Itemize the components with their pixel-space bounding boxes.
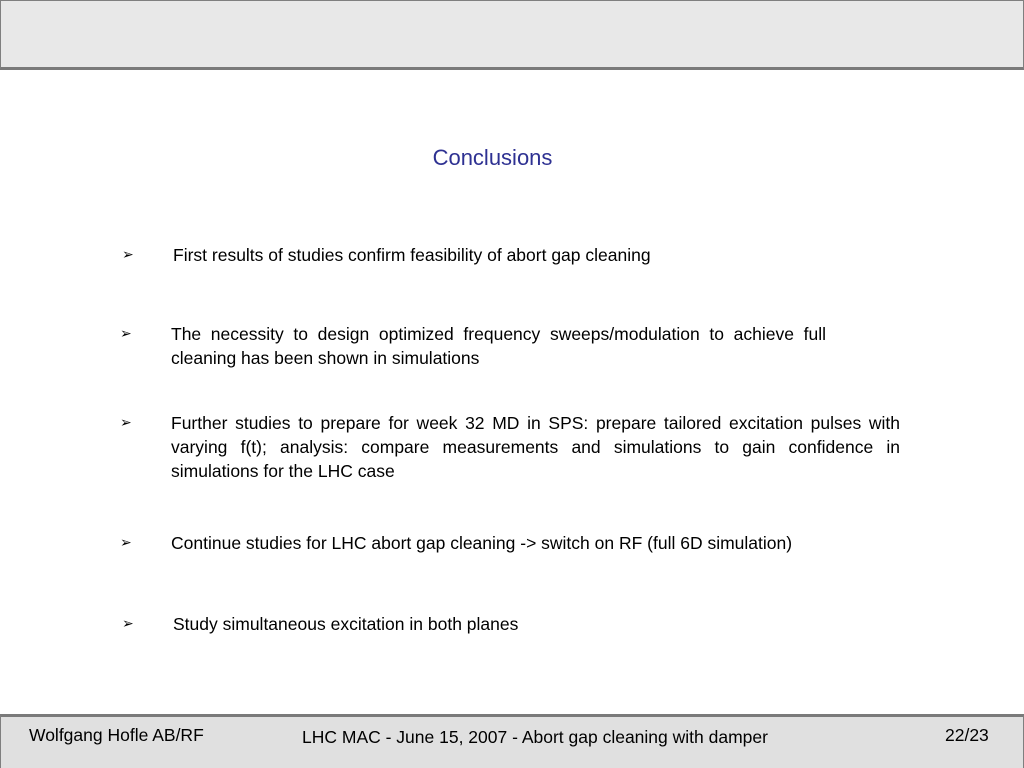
slide-title: Conclusions [432, 145, 553, 170]
arrow-bullet-icon: ➢ [120, 535, 132, 551]
arrow-bullet-icon: ➢ [120, 326, 132, 342]
arrow-bullet-icon: ➢ [122, 247, 134, 263]
footer-event: LHC MAC - June 15, 2007 - Abort gap cleaning with damper [302, 727, 768, 747]
bullet-text: Study simultaneous excitation in both planes [173, 614, 519, 634]
arrow-bullet-icon: ➢ [120, 415, 132, 431]
bullet-text: First results of studies confirm feasibility of abort gap cleaning [173, 245, 651, 265]
footer-author: Wolfgang Hofle AB/RF [29, 725, 204, 745]
bullet-text: Further studies to prepare for week 32 MD in SPS: prepare tailored excitation pulses with varying f(t); analysis: compare measurements and simulations to gain confidence in simulations for the LHC case [171, 413, 900, 481]
page-number: 22/23 [945, 725, 989, 745]
header-bar [0, 0, 1024, 70]
bullet-text: Continue studies for LHC abort gap cleaning -> switch on RF (full 6D simulation) [171, 533, 793, 553]
bullet-text: The necessity to design optimized frequency sweeps/modulation to achieve full cleaning has been shown in simulations [171, 324, 826, 368]
arrow-bullet-icon: ➢ [122, 616, 134, 632]
